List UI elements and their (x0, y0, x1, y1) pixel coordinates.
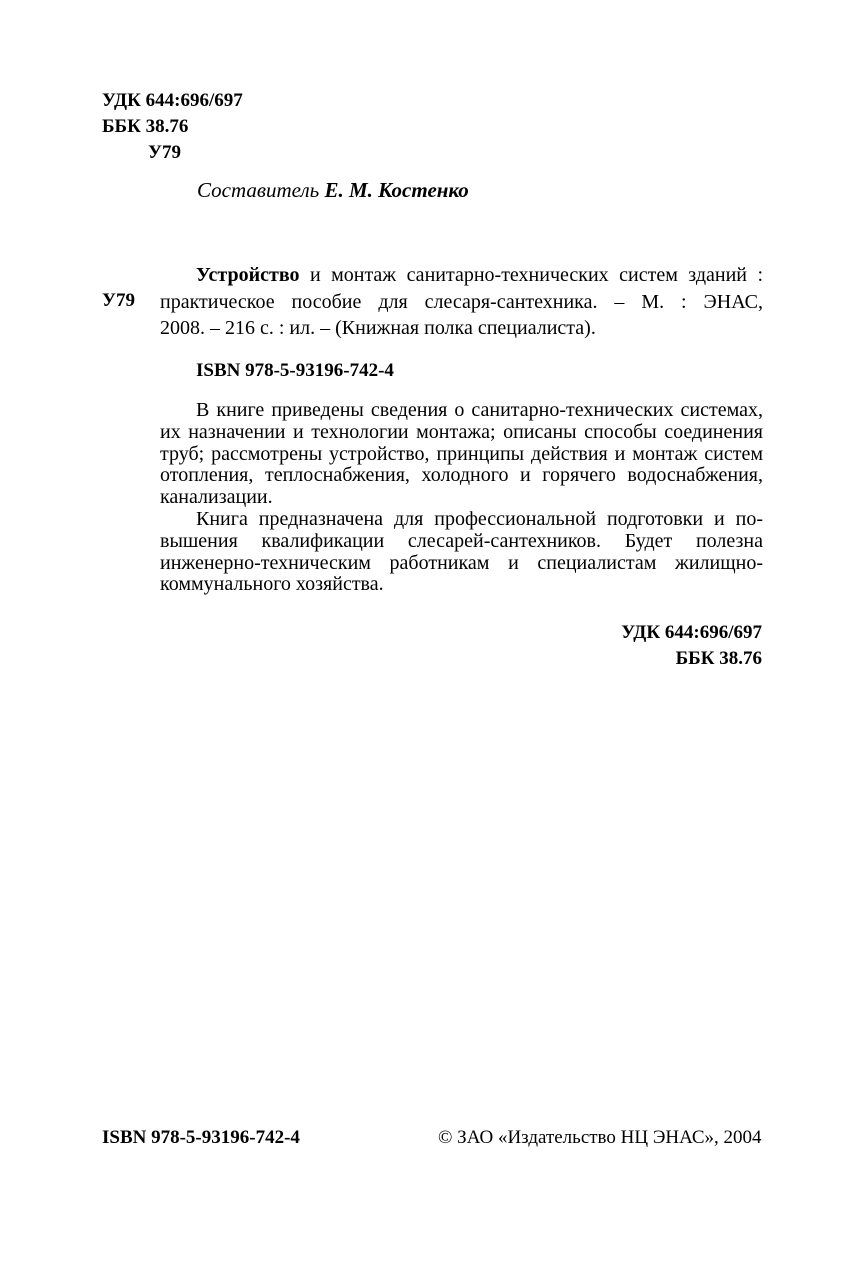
bib-line-3: 2008. – 216 с. : ил. – (Книжная полка специалиста). (160, 317, 596, 339)
author-mark: У79 (148, 142, 181, 163)
annotation-line: их назначении и технологии монтажа; описаны способы соединения (160, 420, 763, 443)
annotation (160, 400, 763, 596)
udk-code-right: УДК 644:696/697 (621, 622, 762, 643)
compiler-line (197, 178, 469, 203)
bibliographic-record (160, 262, 763, 342)
compiler-label: Составитель (197, 178, 320, 202)
annotation-line: труб; рассмотрены устройство, принципы действия и монтаж систем (160, 442, 763, 465)
classification-right (621, 620, 762, 672)
bbk-code: ББК 38.76 (102, 116, 189, 137)
annotation-line: Книга предназначена для профессиональной подготовки и по- (196, 507, 763, 530)
annotation-line: коммунального хозяйства. (160, 573, 384, 596)
bbk-code-right: ББК 38.76 (675, 648, 762, 669)
isbn-bottom: ISBN 978-5-93196-742-4 (102, 1127, 300, 1148)
isbn-top: ISBN 978-5-93196-742-4 (196, 360, 394, 381)
bib-line-1 (160, 262, 763, 289)
bib-title-rest: и монтаж санитарно-технических систем зданий : (309, 264, 764, 286)
compiler-name: Е. М. Костенко (324, 178, 469, 202)
annotation-line: канализации. (160, 486, 273, 509)
udk-code: УДК 644:696/697 (102, 90, 243, 111)
bib-line-2: практическое пособие для слесаря-сантехника. – М. : ЭНАС, (160, 290, 763, 313)
annotation-line: вышения квалификации слесарей-сантехников. Будет полезна (160, 529, 763, 552)
annotation-line: инженерно-техническим работникам и специалистам жилищно- (160, 551, 763, 574)
annotation-line: отопления, теплоснабжения, холодного и горячего водоснабжения, (160, 464, 763, 487)
copyright-notice: © ЗАО «Издательство НЦ ЭНАС», 2004 (438, 1127, 762, 1148)
bib-author-mark: У79 (102, 290, 135, 311)
annotation-line: В книге приведены сведения о санитарно-технических системах, (196, 399, 763, 421)
bib-title: Устройство (196, 264, 300, 286)
